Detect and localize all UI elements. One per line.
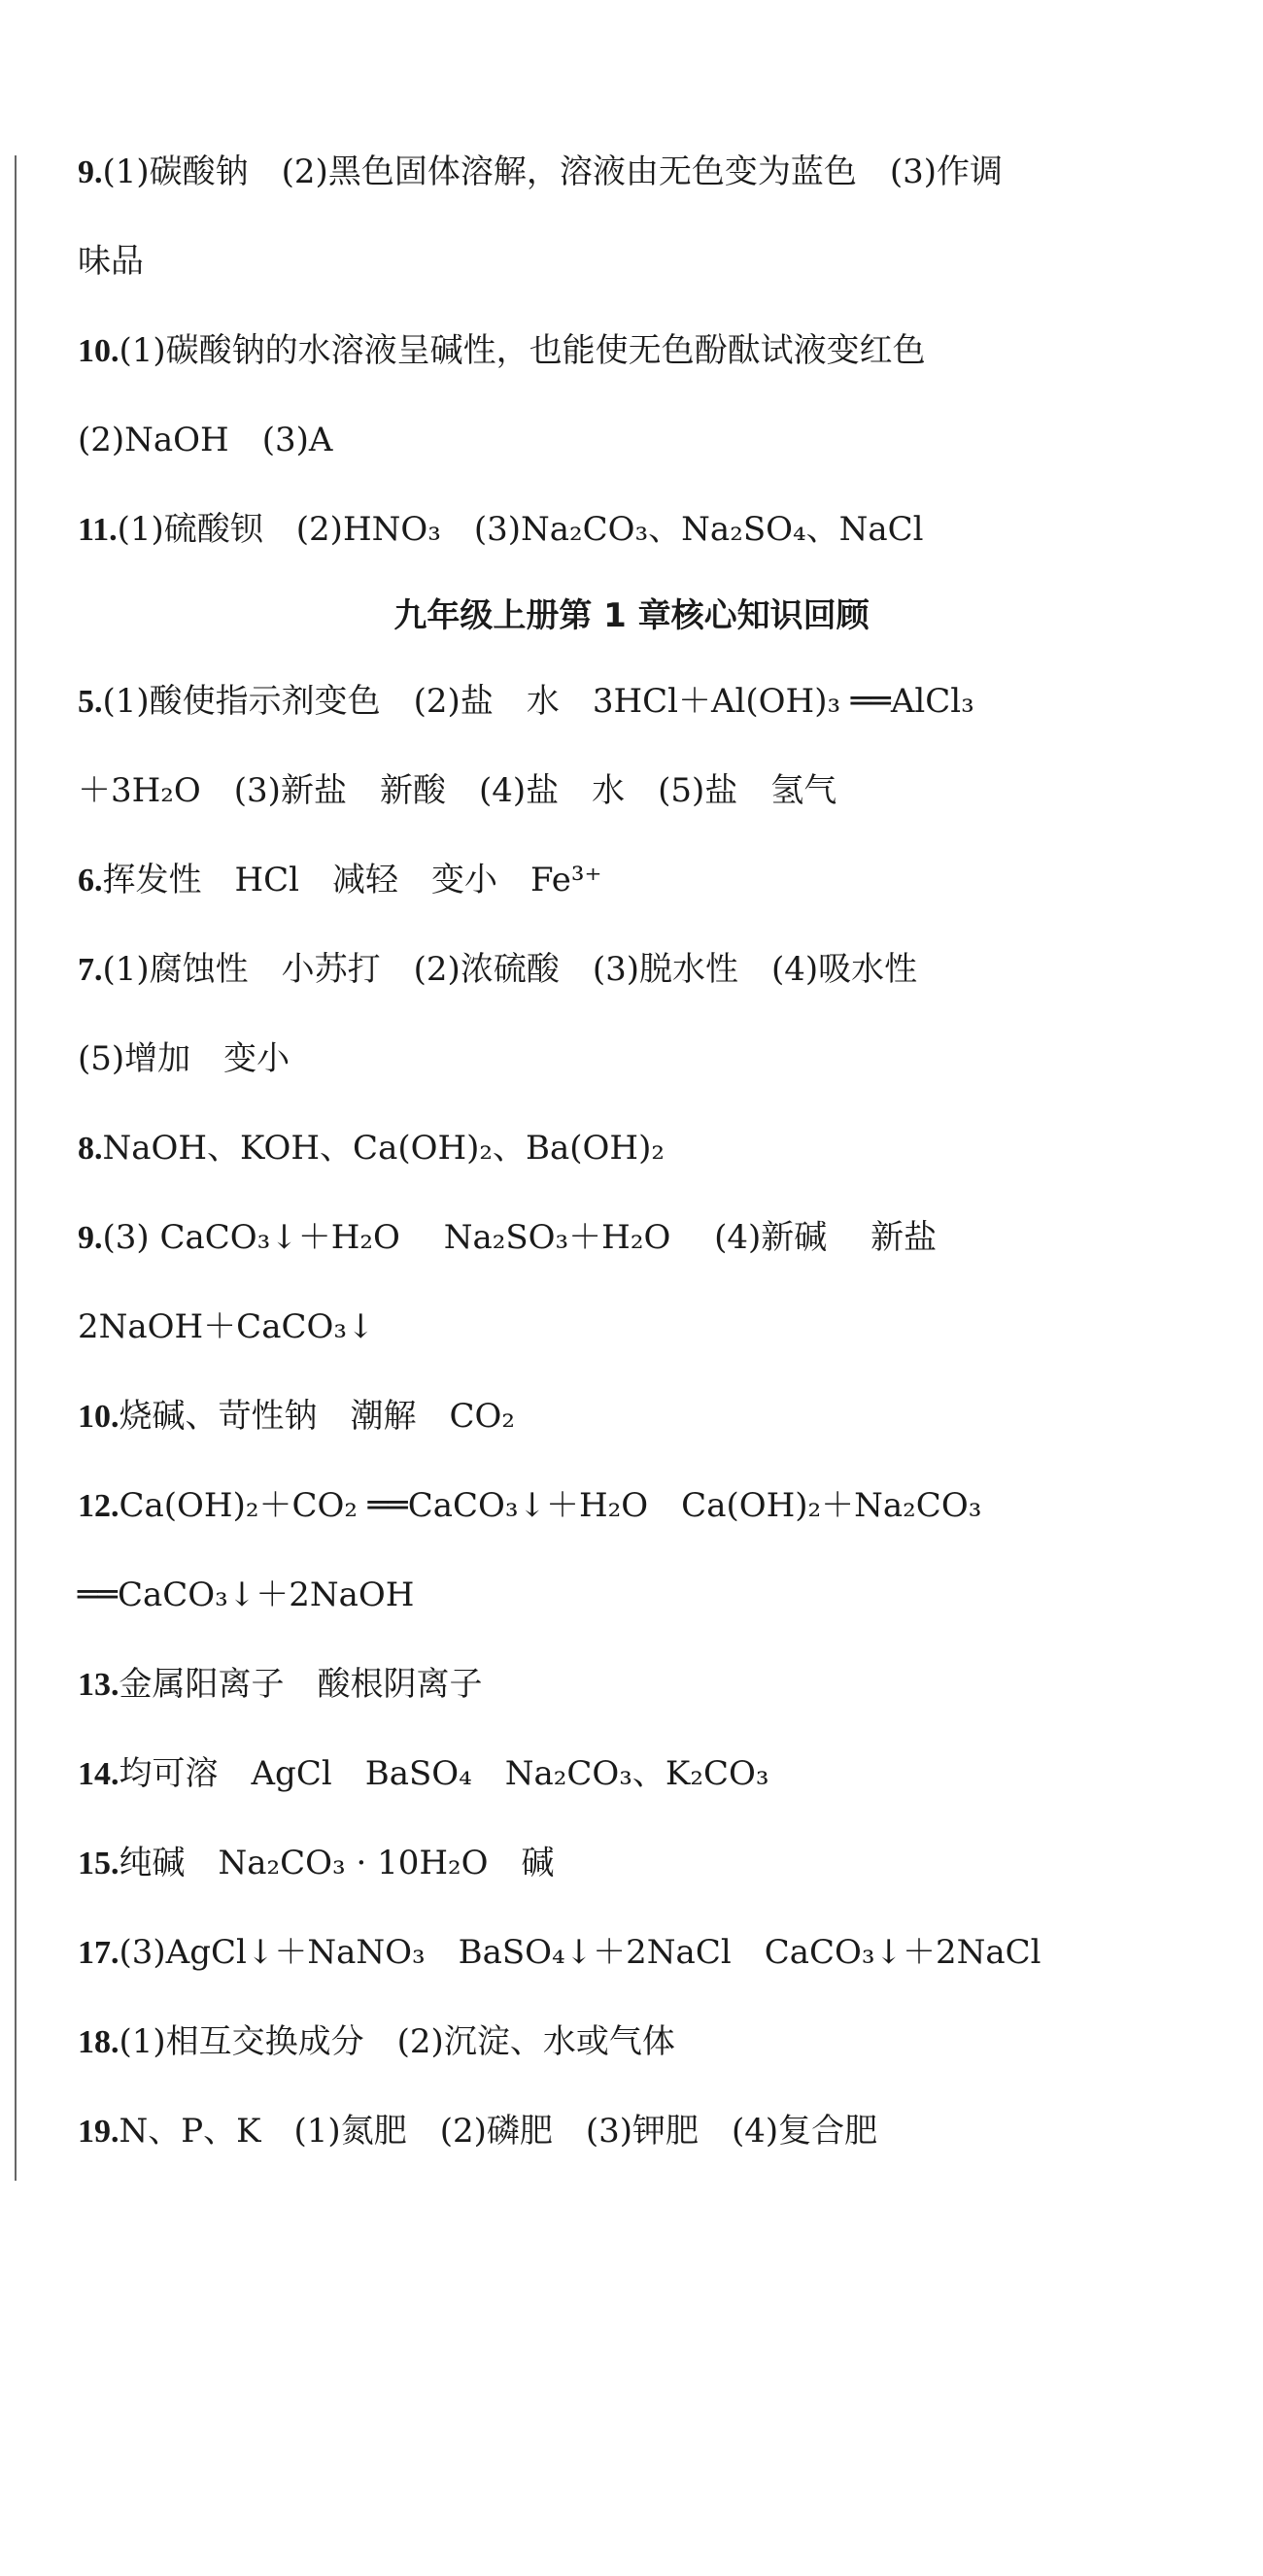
answer-text: (3) CaCO₃↓＋H₂O Na₂SO₃＋H₂O (4)新碱 新盐: [102, 1218, 938, 1257]
item-number: 5.: [78, 684, 103, 720]
item-number: 6.: [78, 863, 103, 898]
answer-text: (5)增加 变小: [78, 1039, 290, 1078]
answer-line: [78, 1931, 1205, 1975]
answer-line: [78, 769, 1205, 813]
answer-line: [78, 1037, 1205, 1081]
answer-text: ＋3H₂O (3)新盐 新酸 (4)盐 水 (5)盐 氢气: [78, 771, 837, 810]
left-margin-rule: [15, 155, 17, 2181]
item-number: 12.: [78, 1488, 119, 1524]
item-number: 17.: [78, 1935, 119, 1971]
answer-line: [78, 151, 1205, 194]
answer-text: 挥发性 HCl 减轻 变小 Fe³⁺: [102, 861, 602, 899]
answer-line: [78, 1574, 1205, 1617]
answer-text: (1)酸使指示剂变色 (2)盐 水 3HCl＋Al(OH)₃ ══AlCl₃: [102, 682, 974, 721]
answer-text: 均可溶 AgCl BaSO₄ Na₂CO₃、K₂CO₃: [119, 1754, 769, 1793]
answer-line: [78, 1484, 1205, 1528]
answer-text: N、P、K (1)氮肥 (2)磷肥 (3)钾肥 (4)复合肥: [119, 2112, 878, 2151]
answer-line: [78, 2110, 1205, 2153]
item-number: 9.: [78, 154, 103, 190]
answer-text: ══CaCO₃↓＋2NaOH: [78, 1576, 415, 1614]
answer-line: [78, 508, 1205, 552]
answer-text: 烧碱、苛性钠 潮解 CO₂: [119, 1397, 516, 1436]
item-number: 14.: [78, 1756, 119, 1792]
answer-text: (1)碳酸钠的水溶液呈碱性，也能使无色酚酞试液变红色: [119, 331, 926, 370]
item-number: 7.: [78, 952, 103, 988]
answer-line: [78, 1663, 1205, 1707]
answer-line: [78, 1305, 1205, 1349]
answer-line: [78, 859, 1205, 902]
item-number: 13.: [78, 1667, 119, 1703]
answer-line: [78, 1752, 1205, 1796]
item-number: 8.: [78, 1131, 103, 1167]
item-number: 10.: [78, 333, 119, 369]
answer-text: Ca(OH)₂＋CO₂ ══CaCO₃↓＋H₂O Ca(OH)₂＋Na₂CO₃: [119, 1486, 982, 1525]
answer-text: (1)腐蚀性 小苏打 (2)浓硫酸 (3)脱水性 (4)吸水性: [102, 950, 918, 989]
answer-text: (1)相互交换成分 (2)沉淀、水或气体: [119, 2022, 675, 2061]
item-number: 15.: [78, 1846, 119, 1881]
answer-text: (1)碳酸钠 (2)黑色固体溶解，溶液由无色变为蓝色 (3)作调: [102, 153, 1003, 191]
answer-text: (3)AgCl↓＋NaNO₃ BaSO₄↓＋2NaCl CaCO₃↓＋2NaCl: [119, 1933, 1041, 1972]
answer-text: 味品: [78, 242, 144, 281]
answer-line: [78, 419, 1205, 462]
answer-line: [78, 1216, 1205, 1260]
answer-line: [78, 680, 1205, 724]
answer-line: [78, 1395, 1205, 1439]
answer-line: [78, 1127, 1205, 1170]
answer-line: [78, 329, 1205, 373]
item-number: 9.: [78, 1220, 103, 1256]
item-number: 19.: [78, 2114, 119, 2150]
answer-text: 2NaOH＋CaCO₃↓: [78, 1307, 375, 1346]
answer-line: [78, 948, 1205, 992]
item-number: 18.: [78, 2024, 119, 2060]
item-number: 11.: [78, 512, 118, 548]
answer-text: (2)NaOH (3)A: [78, 421, 333, 459]
answer-text: 纯碱 Na₂CO₃ · 10H₂O 碱: [119, 1844, 555, 1882]
answer-line: [78, 2020, 1205, 2064]
answer-line: [78, 1842, 1205, 1885]
item-number: 10.: [78, 1399, 119, 1435]
answer-text: NaOH、KOH、Ca(OH)₂、Ba(OH)₂: [102, 1129, 665, 1168]
answer-text: (1)硫酸钡 (2)HNO₃ (3)Na₂CO₃、Na₂SO₄、NaCl: [117, 510, 924, 549]
answer-text: 金属阳离子 酸根阴离子: [119, 1665, 483, 1704]
section-title: 九年级上册第 1 章核心知识回顾: [393, 596, 870, 635]
answer-line: [78, 240, 1205, 284]
